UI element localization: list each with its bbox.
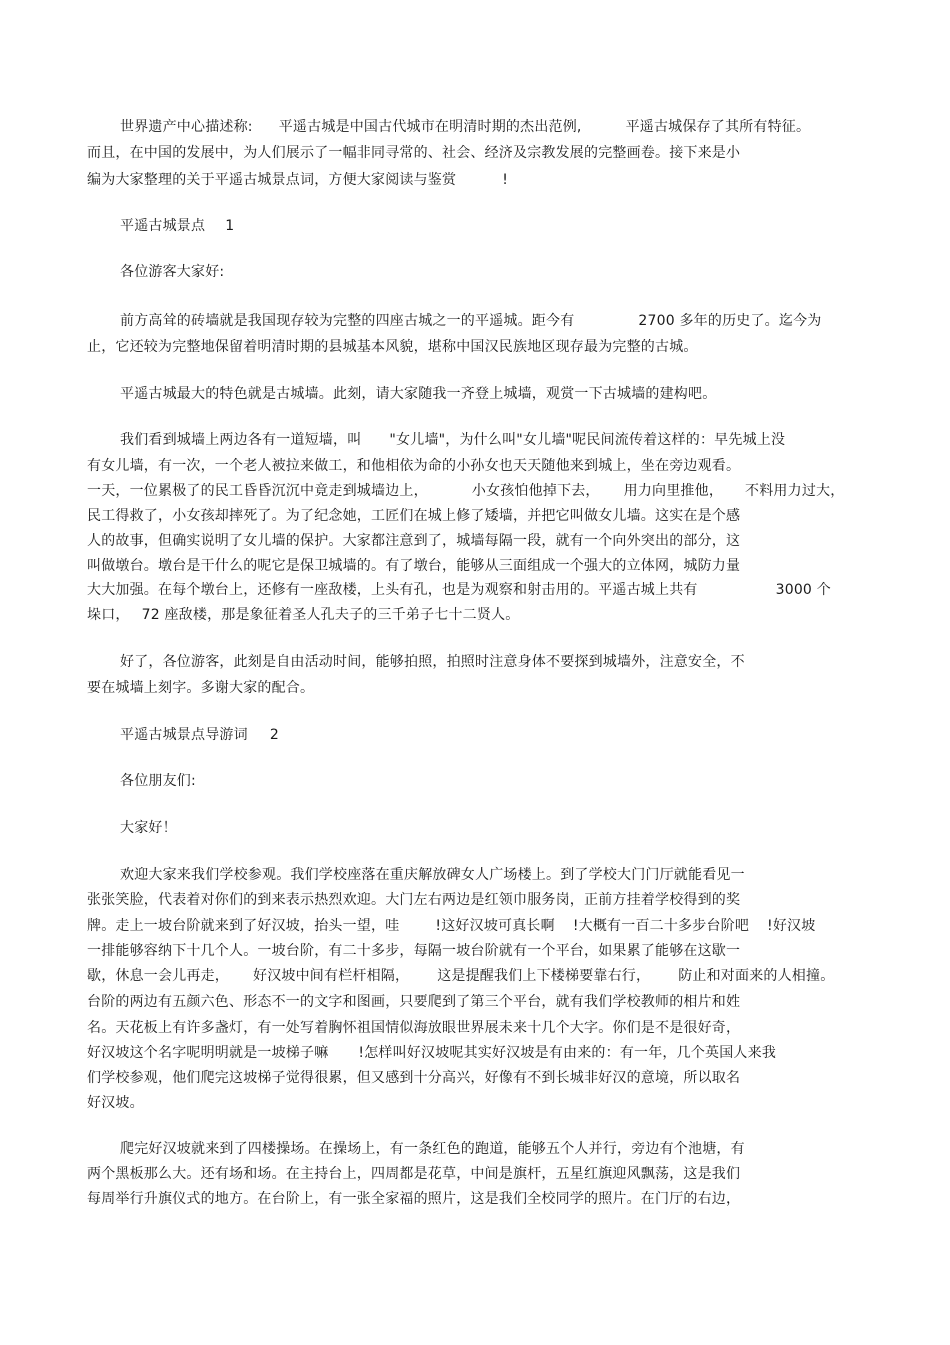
text-line: 人的故事，但确实说明了女儿墙的保护。大家都注意到了，城墙每隔一段，就有一个向外突出的部分，这 [87,533,741,549]
section-heading: 平遥古城景点导游词 2 [120,727,279,743]
text-line: 叫做墩台。墩台是干什么的呢它是保卫城墙的。有了墩台，能够从三面组成一个强大的立体网，城防力量 [87,558,741,574]
text-line: 世界遗产中心描述称: 平遥古城是中国古代城市在明清时期的杰出范例, 平遥古城保存了其所有特征。 [120,119,811,135]
text-line: 爬完好汉坡就来到了四楼操场。在操场上，有一条红色的跑道，能够五个人并行，旁边有个池塘，有 [120,1141,745,1157]
text-line: 而且，在中国的发展中，为人们展示了一幅非同寻常的、社会、经济及宗教发展的完整画卷。接下来是小 [87,145,741,161]
text-line: 张张笑脸，代表着对你们的到来表示热烈欢迎。大门左右两边是红领巾服务岗，正前方挂着学校得到的奖 [87,892,741,908]
text-line: 两个黑板那么大。还有场和场。在主持台上，四周都是花草，中间是旗杆，五星红旗迎风飘荡，这是我们 [87,1166,741,1182]
text-line: 欢迎大家来我们学校参观。我们学校座落在重庆解放碑女人广场楼上。到了学校大门门厅就能看见一 [120,867,745,883]
text-line: 大大加强。在每个墩台上，还修有一座敌楼，上头有孔，也是为观察和射击用的。平遥古城上共有 3000 个 [87,582,831,598]
text-line: 每周举行升旗仪式的地方。在台阶上，有一张全家福的照片，这是我们全校同学的照片。在门厅的右边， [87,1191,741,1207]
greeting: 各位朋友们: [120,773,196,789]
text-line: 编为大家整理的关于平遥古城景点词，方便大家阅读与鉴赏 ! [87,172,509,188]
text-line: 一排能够容纳下十几个人。一坡台阶，有二十多步，每隔一坡台阶就有一个平台，如果累了能够在这歇一 [87,943,741,959]
text-line: 垛口， 72 座敌楼，那是象征着圣人孔夫子的三千弟子七十二贤人。 [87,607,520,623]
text-line: 我们看到城墙上两边各有一道短墙，叫 "女儿墙"，为什么叫"女儿墙"呢民间流传着这样的：早先城上没 [120,432,786,448]
section-heading: 平遥古城景点 1 [120,218,235,234]
text-line: 好汉坡这个名字呢明明就是一坡梯子嘛 !怎样叫好汉坡呢其实好汉坡是有由来的：有一年，几个英国人来我 [87,1045,777,1061]
text-line: 名。天花板上有许多盏灯，有一处写着胸怀祖国情似海放眼世界展未来十几个大字。你们是不是很好奇， [87,1020,741,1036]
text-line: 有女儿墙，有一次，一个老人被拉来做工，和他相依为命的小孙女也天天随他来到城上，坐在旁边观看。 [87,458,741,474]
text-line: 好汉坡。 [87,1095,144,1111]
text-line: 民工得救了，小女孩却摔死了。为了纪念她，工匠们在城上修了矮墙，并把它叫做女儿墙。这实在是个感 [87,508,741,524]
text-line: 前方高耸的砖墙就是我国现存较为完整的四座古城之一的平遥城。距今有 2700 多年的历史了。迄今为 [120,313,822,329]
text-line: 一天，一位累极了的民工昏昏沉沉中竟走到城墙边上， 小女孩怕他掉下去， 用力向里推他， 不料用力过大， [87,483,845,499]
greeting: 各位游客大家好: [120,264,225,280]
text-line: 们学校参观，他们爬完这坡梯子觉得很累，但又感到十分高兴，好像有不到长城非好汉的意境，所以取名 [87,1070,741,1086]
text-line: 台阶的两边有五颜六色、形态不一的文字和图画，只要爬到了第三个平台，就有我们学校教师的相片和姓 [87,994,741,1010]
text-line: 要在城墙上刻字。多谢大家的配合。 [87,680,315,696]
greeting: 大家好！ [120,820,177,836]
paragraph: 平遥古城最大的特色就是古城墙。此刻，请大家随我一齐登上城墙，观赏一下古城墙的建构吧。 [120,386,717,402]
text-line: 好了，各位游客，此刻是自由活动时间，能够拍照，拍照时注意身体不要探到城墙外，注意安全，不 [120,654,745,670]
text-line: 止，它还较为完整地保留着明清时期的县城基本风貌，堪称中国汉民族地区现存最为完整的古城。 [87,339,698,355]
text-line: 歇，休息一会儿再走， 好汉坡中间有栏杆相隔， 这是提醒我们上下楼梯要靠右行， 防止和对面来的人相撞。 [87,968,835,984]
text-line: 牌。走上一坡台阶就来到了好汉坡，抬头一望，哇 !这好汉坡可真长啊 !大概有一百二十多步台阶吧 !好汉坡 [87,918,816,934]
